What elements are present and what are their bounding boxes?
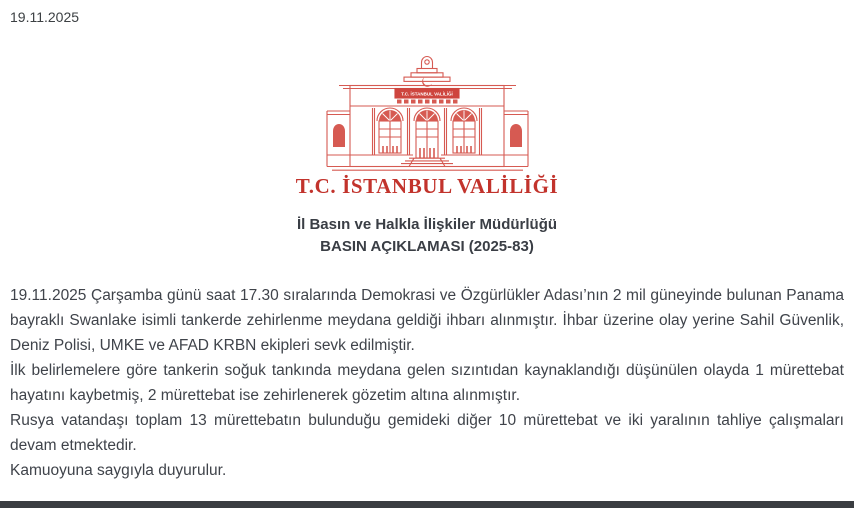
logo-sign-text: T.C. İSTANBUL VALİLİĞİ — [400, 91, 453, 97]
logo-title: T.C. İSTANBUL VALİLİĞİ — [295, 174, 559, 198]
letterhead — [0, 55, 854, 258]
bottom-edge-bar — [0, 501, 854, 508]
body-paragraph: İlk belirlemelere göre tankerin soğuk tankında meydana gelen sızıntıdan kaynaklandığı düşünülen olayda 1 mürettebat hayatını kaybetmiş, 2 mürettebat ise zehirlenerek gözetim altına alınmıştır. — [10, 362, 844, 404]
body-paragraph: 19.11.2025 Çarşamba günü saat 17.30 sıralarında Demokrasi ve Özgürlükler Adası’nın 2 mil güneyinde bulunan Panama bayraklı Swanlake isimli tankerde zehirlenme meydana geldiği ihbarı alınmıştır. İhbar üzerine olay yerine Sahil Güvenlik, Deniz Polisi, UMKE ve AFAD KRBN ekipleri sevk edilmiştir. — [10, 287, 844, 354]
document-date: 19.11.2025 — [10, 9, 80, 25]
department-name: İl Basın ve Halkla İlişkiler Müdürlüğü — [296, 216, 558, 233]
body-paragraph: Rusya vatandaşı toplam 13 mürettebatın bulunduğu gemideki diğer 10 mürettebat ve iki yaralının tahliye çalışmaları devam etmektedir. — [10, 412, 844, 454]
istanbul-governorship-building-logo — [0, 55, 854, 171]
press-release-body — [10, 283, 844, 483]
press-release-title: BASIN AÇIKLAMASI (2025-83) — [320, 238, 534, 255]
body-paragraph: Kamuoyuna saygıyla duyurulur. — [10, 462, 227, 479]
building-logo-icon — [325, 55, 530, 171]
